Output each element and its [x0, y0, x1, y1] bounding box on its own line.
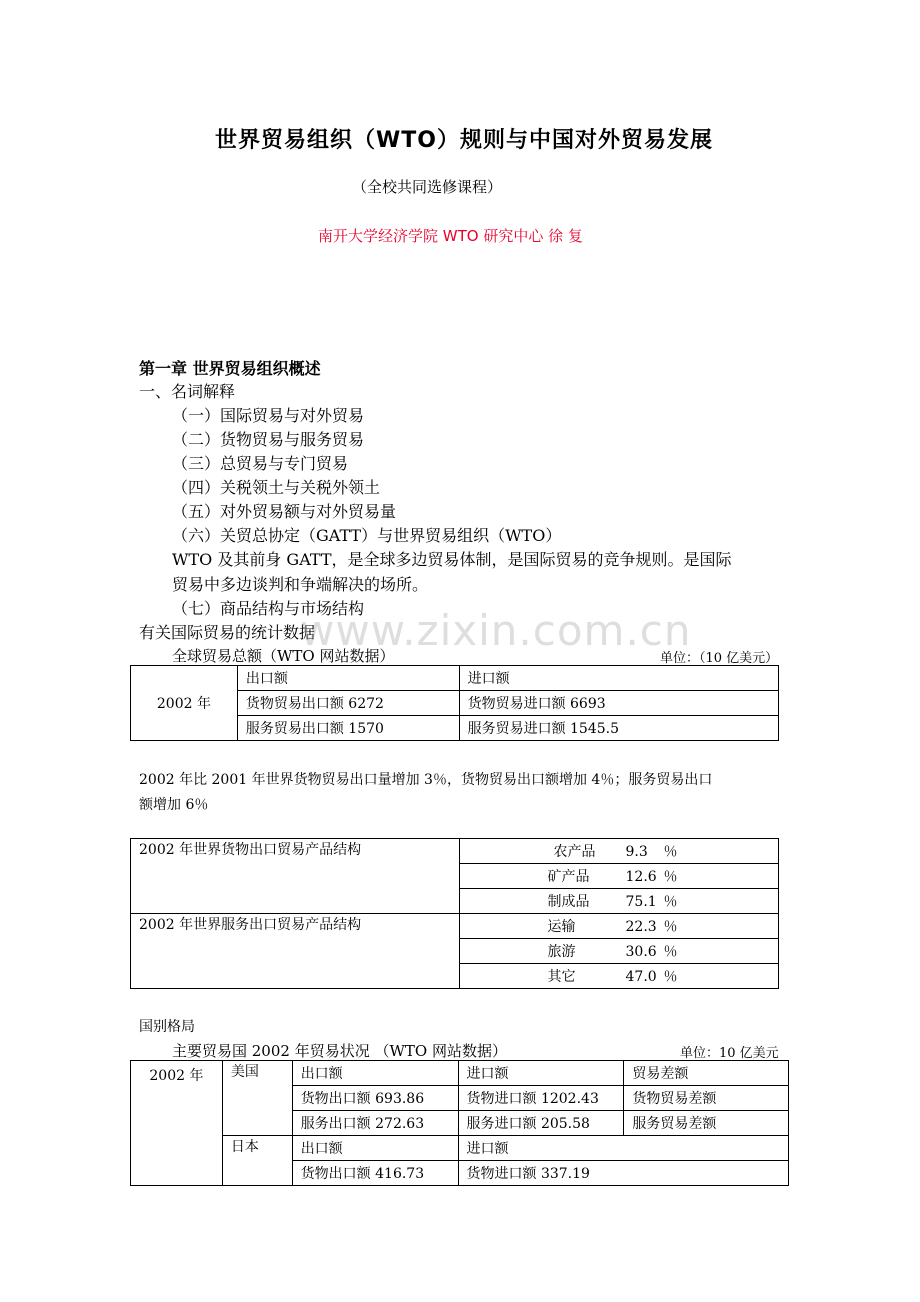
- structure-name: 运输: [547, 919, 576, 935]
- term-item: （六）关贸总协定（GATT）与世界贸易组织（WTO）: [172, 526, 562, 545]
- country-section-heading: 国别格局: [139, 1019, 195, 1035]
- service-export-cell: 服务贸易出口额 1570: [237, 716, 459, 741]
- term-item: （七）商品结构与市场结构: [172, 599, 365, 618]
- usa-goods-import: 货物进口额 1202.43: [458, 1086, 624, 1111]
- export-header: 出口额: [237, 666, 459, 691]
- chapter-heading: 第一章 世界贸易组织概述: [139, 359, 321, 378]
- year-cell: 2002 年: [131, 666, 238, 741]
- structure-name: 旅游: [547, 944, 576, 960]
- structure-value: 30.6: [625, 944, 657, 960]
- structure-row: [459, 839, 779, 864]
- document-subtitle: （全校共同选修课程）: [352, 178, 503, 196]
- term-item: （三）总贸易与专门贸易: [172, 454, 349, 473]
- structure-row: [459, 914, 779, 939]
- table3-caption: 主要贸易国 2002 年贸易状况 （WTO 网站数据）: [172, 1042, 507, 1060]
- year-cell: 2002 年: [131, 1061, 223, 1186]
- jp-import-header: 进口额: [458, 1136, 788, 1161]
- jp-export-header: 出口额: [292, 1136, 458, 1161]
- structure-unit: ％: [663, 844, 678, 860]
- table3-unit: 单位：10 亿美元: [680, 1046, 779, 1061]
- structure-name: 矿产品: [547, 869, 590, 885]
- goods-structure-label: 2002 年世界货物出口贸易产品结构: [131, 839, 460, 914]
- goods-import-cell: 货物贸易进口额 6693: [459, 691, 778, 716]
- document-title: 世界贸易组织（WTO）规则与中国对外贸易发展: [215, 128, 713, 153]
- service-import-cell: 服务贸易进口额 1545.5: [459, 716, 778, 741]
- service-structure-label: 2002 年世界服务出口贸易产品结构: [131, 914, 460, 989]
- watermark: www.zixin.com.cn: [300, 606, 692, 655]
- structure-unit: ％: [663, 944, 678, 960]
- usa-goods-balance: 货物贸易差额: [624, 1086, 789, 1111]
- stats-heading: 有关国际贸易的统计数据: [139, 623, 316, 642]
- structure-value: 75.1: [625, 894, 657, 910]
- structure-value: 9.3: [625, 844, 648, 860]
- structure-row: [459, 889, 779, 914]
- term-item: （四）关税领土与关税外领土: [172, 478, 381, 497]
- structure-name: 其它: [547, 969, 576, 985]
- growth-note-line: 额增加 6％: [139, 797, 209, 813]
- structure-value: 22.3: [625, 919, 657, 935]
- import-header: 进口额: [459, 666, 778, 691]
- structure-row: [459, 864, 779, 889]
- global-trade-table: [130, 665, 779, 741]
- structure-row: [459, 964, 779, 989]
- balance-header: 贸易差额: [624, 1061, 789, 1086]
- structure-row: [459, 939, 779, 964]
- structure-value: 47.0: [625, 969, 657, 985]
- usa-service-import: 服务进口额 205.58: [458, 1111, 624, 1136]
- structure-unit: ％: [663, 869, 678, 885]
- paragraph-line: 贸易中多边谈判和争端解决的场所。: [172, 575, 429, 594]
- product-structure-table: [130, 838, 779, 989]
- table1-caption: 全球贸易总额（WTO 网站数据）: [172, 647, 395, 665]
- structure-unit: ％: [663, 919, 678, 935]
- usa-goods-export: 货物出口额 693.86: [292, 1086, 458, 1111]
- author-line: 南开大学经济学院 WTO 研究中心 徐 复: [318, 227, 583, 245]
- export-header: 出口额: [292, 1061, 458, 1086]
- paragraph-line: WTO 及其前身 GATT，是全球多边贸易体制，是国际贸易的竞争规则。是国际: [172, 550, 732, 569]
- term-item: （五）对外贸易额与对外贸易量: [172, 502, 397, 521]
- table1-unit: 单位：（10 亿美元）: [660, 651, 779, 666]
- jp-goods-export: 货物出口额 416.73: [292, 1161, 458, 1186]
- structure-unit: ％: [663, 969, 678, 985]
- structure-value: 12.6: [625, 869, 657, 885]
- usa-service-balance: 服务贸易差额: [624, 1111, 789, 1136]
- country-trade-table: [130, 1060, 789, 1186]
- structure-name: 农产品: [553, 844, 596, 860]
- goods-export-cell: 货物贸易出口额 6272: [237, 691, 459, 716]
- term-item: （一）国际贸易与对外贸易: [172, 406, 365, 425]
- term-item: （二）货物贸易与服务贸易: [172, 430, 365, 449]
- country-usa: 美国: [222, 1061, 292, 1136]
- structure-name: 制成品: [547, 894, 590, 910]
- import-header: 进口额: [458, 1061, 624, 1086]
- structure-unit: ％: [663, 894, 678, 910]
- jp-goods-import: 货物进口额 337.19: [458, 1161, 788, 1186]
- usa-service-export: 服务出口额 272.63: [292, 1111, 458, 1136]
- country-japan: 日本: [222, 1136, 292, 1186]
- growth-note-line: 2002 年比 2001 年世界货物贸易出口量增加 3％，货物贸易出口额增加 4％；服务贸易出口: [139, 772, 713, 788]
- section-heading: 一、名词解释: [139, 382, 236, 401]
